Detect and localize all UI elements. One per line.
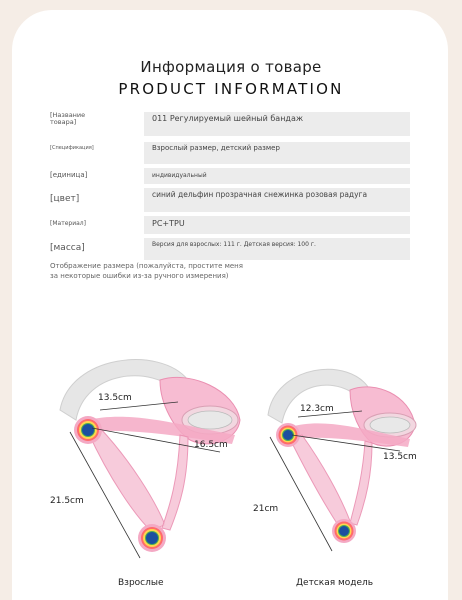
- spec-label: [цвет]: [50, 194, 80, 204]
- spec-row-color: [50, 188, 410, 212]
- spec-row-material: [50, 216, 410, 234]
- adult-brace-illustration: [40, 340, 260, 580]
- child-dim-height: 21cm: [253, 504, 279, 514]
- spec-value: 011 Регулируемый шейный бандаж: [152, 114, 304, 123]
- spec-value: индивидуальный: [152, 172, 207, 179]
- adult-dim-top: 13.5cm: [98, 393, 132, 403]
- spec-value: синий дельфин прозрачная снежинка розовая радуга: [152, 190, 368, 199]
- spec-row-weight: [50, 238, 410, 260]
- size-note: Отображение размера (пожалуйста, простите меня за некоторые ошибки из-за ручного измерения): [50, 262, 243, 280]
- child-caption: Детская модель: [296, 578, 374, 588]
- adult-caption: Взрослые: [118, 578, 164, 588]
- spec-value: Взрослый размер, детский размер: [152, 144, 280, 152]
- child-dim-top: 12.3cm: [300, 404, 334, 414]
- spec-label: [масса]: [50, 243, 85, 253]
- spec-label: [единица]: [50, 171, 88, 179]
- title-ru: Информация о товаре: [140, 58, 322, 76]
- spec-row-name: [50, 112, 410, 136]
- title-en: PRODUCT INFORMATION: [118, 80, 344, 98]
- adult-dim-side: 16.5cm: [194, 440, 228, 450]
- spec-row-unit: [50, 168, 410, 184]
- spec-value: PC+TPU: [152, 219, 185, 228]
- spec-value: Версия для взрослых: 111 г. Детская версия: 100 г.: [152, 241, 316, 248]
- spec-row-spec: [50, 142, 410, 164]
- spec-label: [Название товара]: [50, 111, 86, 127]
- spec-label: [Спецификация]: [50, 145, 94, 151]
- child-dim-side: 13.5cm: [383, 452, 417, 462]
- child-brace-illustration: [250, 355, 450, 570]
- adult-dim-height: 21.5cm: [50, 496, 84, 506]
- spec-label: [Материал]: [50, 220, 86, 227]
